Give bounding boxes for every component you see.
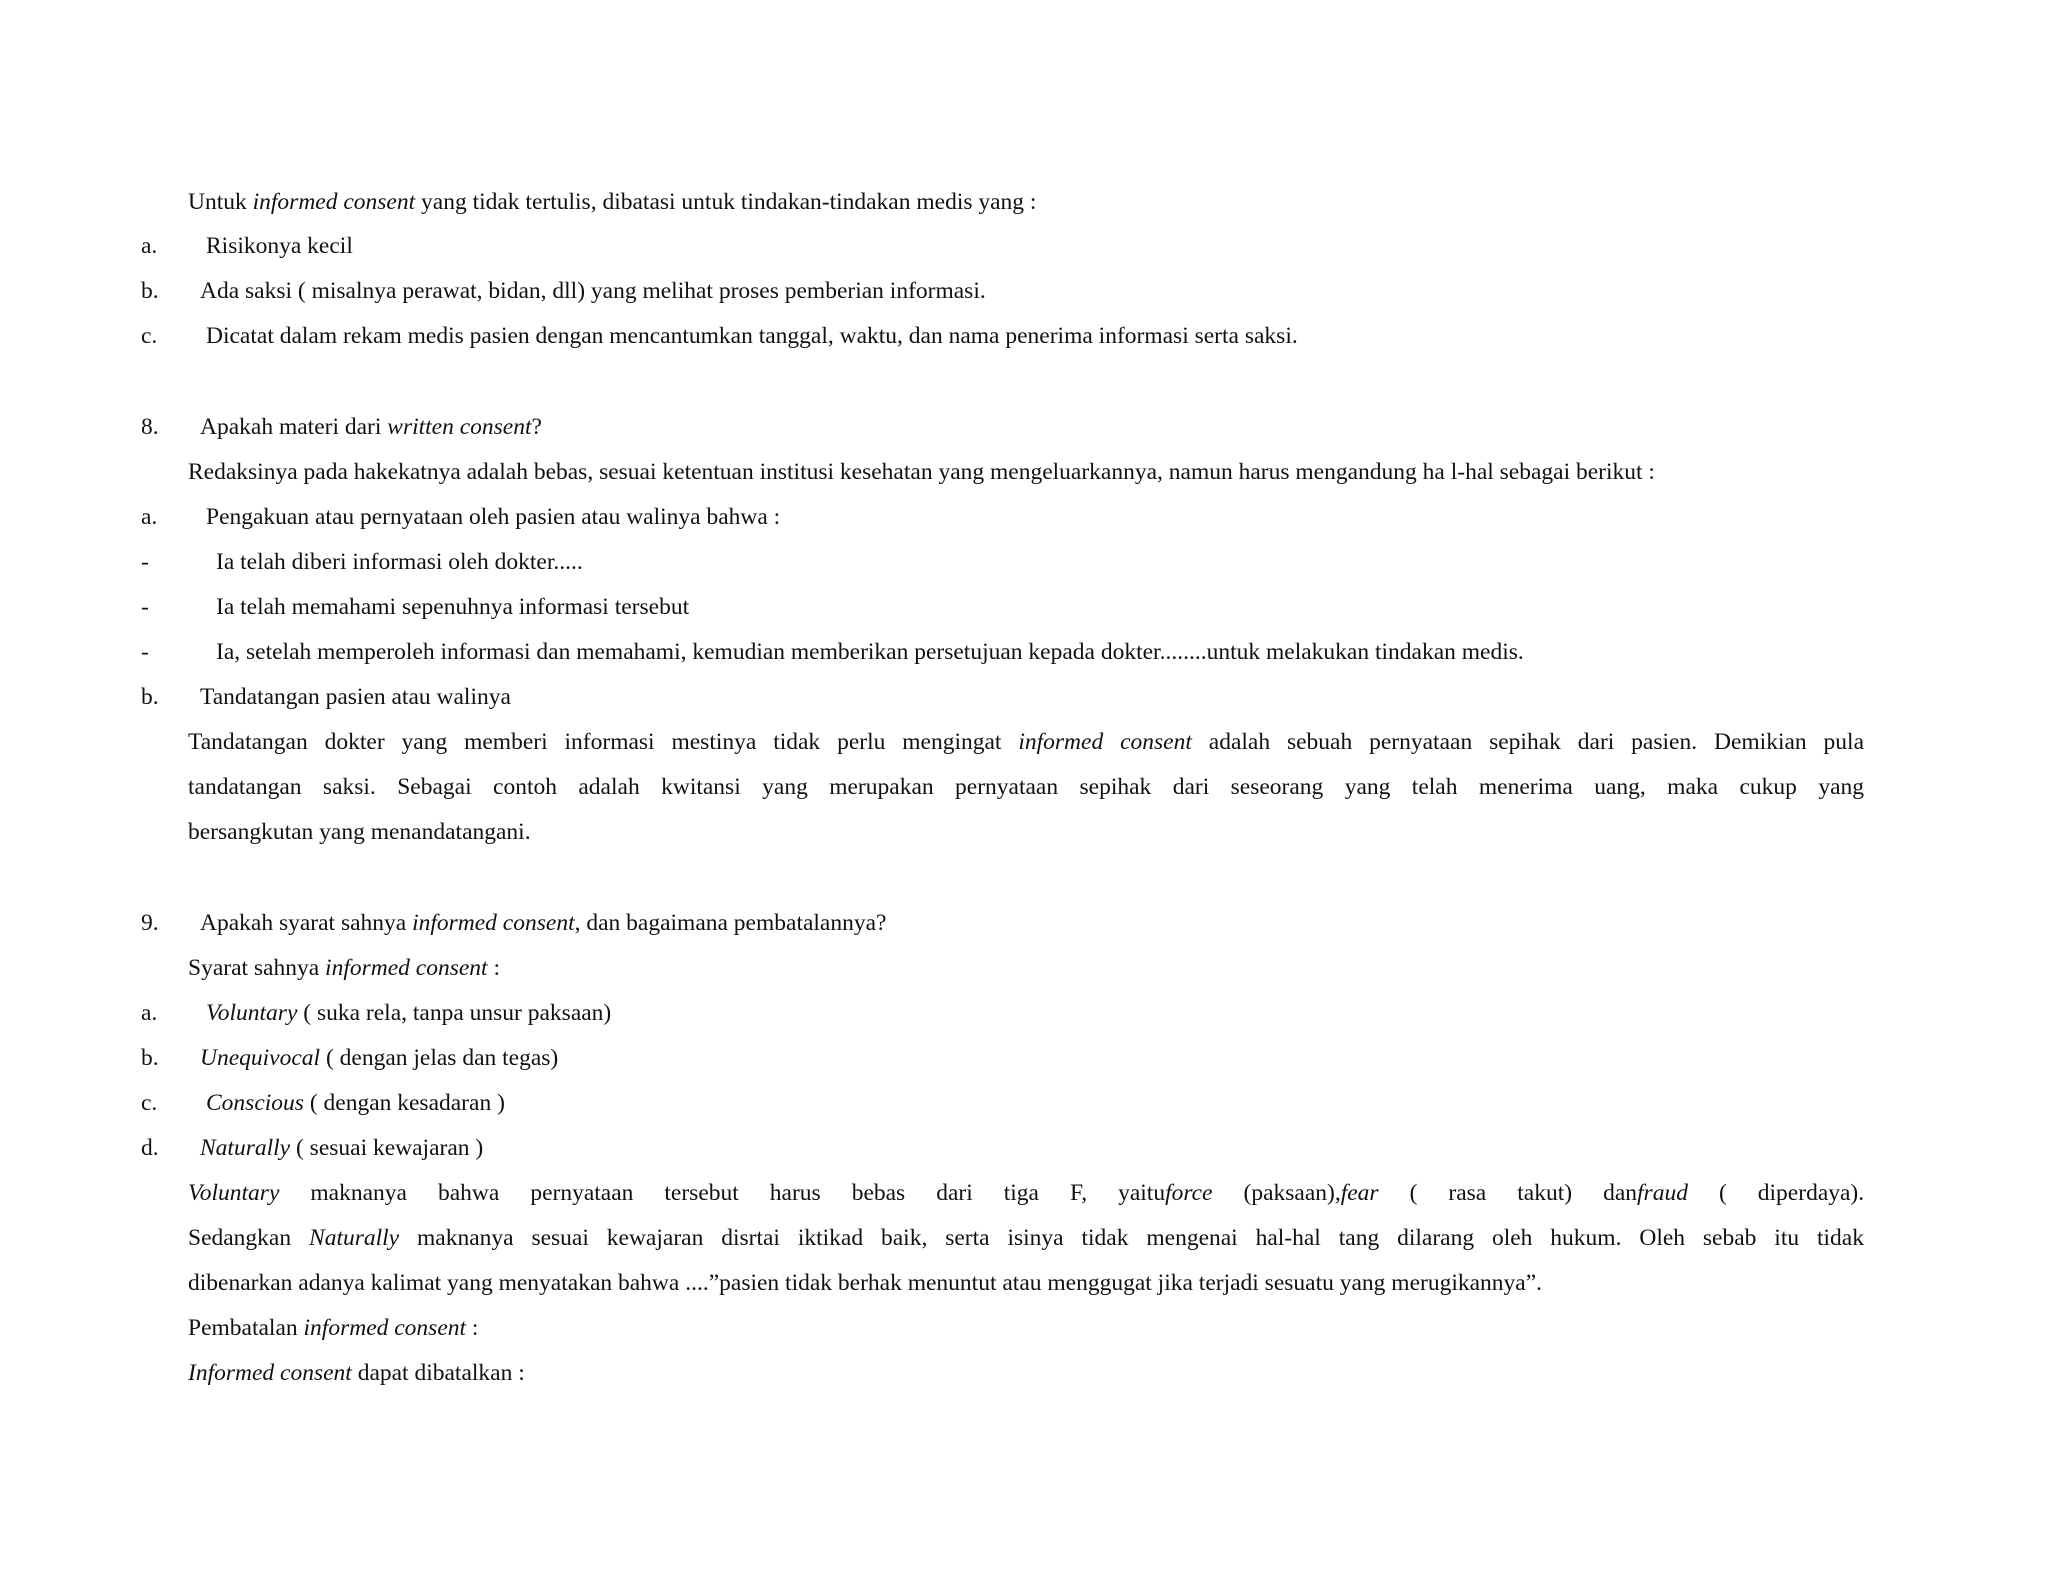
vol-paren: ( — [1409, 1180, 1418, 1206]
q9-item-b — [200, 1043, 558, 1073]
intro-pre: Untuk — [188, 189, 253, 215]
vol-yaitu: yaituforce — [1118, 1180, 1213, 1206]
nat-post: maknanya sesuai kewajaran disrtai iktikad baik, serta isinya tidak mengenai hal-hal tang dilarang oleh hukum. Oleh sebab itu tidak — [417, 1225, 1864, 1251]
dash-item-2: Ia telah memahami sepenuhnya informasi tersebut — [216, 594, 690, 620]
q9-post: , dan bagaimana pembatalannya? — [574, 910, 887, 936]
intro-term: informed consent — [252, 189, 416, 215]
q8-item-a: Pengakuan atau pernyataan oleh pasien atau walinya bahwa : — [206, 504, 781, 530]
vol-word: bebas — [851, 1180, 906, 1206]
vol-rasa: rasa — [1448, 1180, 1487, 1206]
nat-pre: Sedangkan — [188, 1225, 292, 1251]
vol-word: tersebut — [664, 1180, 739, 1206]
q8-para-post: adalah sebuah pernyataan sepihak dari pasien. Demikian pula — [1208, 729, 1864, 755]
question-9-number: 9. — [141, 910, 159, 936]
q8-post: ? — [531, 414, 542, 440]
pembatalan-term: informed consent — [303, 1315, 467, 1341]
q8-term: written consent — [387, 414, 532, 440]
list-marker-b: b. — [141, 278, 159, 304]
dash-marker-2: - — [141, 594, 149, 620]
list-item-b: Ada saksi ( misalnya perawat, bidan, dll) yang melihat proses pemberian informasi. — [200, 278, 986, 304]
pembatalan-line — [188, 1313, 478, 1343]
q8-paragraph-line-2: tandatangan saksi. Sebagai contoh adalah kwitansi yang merupakan pernyataan sepihak dari seseorang yang telah menerima uang, maka cukup yang — [188, 774, 1864, 800]
pembatalan-pre: Pembatalan — [188, 1315, 304, 1341]
q8-pre: Apakah materi dari — [200, 414, 388, 440]
q8-marker-a: a. — [141, 504, 158, 530]
dash-marker-1: - — [141, 549, 149, 575]
q9-item-d-text: ( sesuai kewajaran ) — [290, 1135, 484, 1161]
vol-word: harus — [769, 1180, 821, 1206]
vol-word: pernyataan — [530, 1180, 634, 1206]
q8-para-pre: Tandatangan dokter yang memberi informasi mestinya tidak perlu mengingat — [188, 729, 1002, 755]
vol-diperdaya: diperdaya). — [1757, 1180, 1865, 1206]
dash-item-3: Ia, setelah memperoleh informasi dan memahami, kemudian memberikan persetujuan kepada dokter........untuk melakukan tindakan medis. — [216, 639, 1524, 665]
vol-word: maknanya — [310, 1180, 407, 1206]
q9-item-a — [206, 998, 611, 1028]
q9-item-a-text: ( suka rela, tanpa unsur paksaan) — [297, 1000, 612, 1026]
vol-term: Voluntary — [188, 1180, 280, 1206]
dash-item-1: Ia telah diberi informasi oleh dokter..... — [216, 549, 583, 575]
q9-item-c — [206, 1088, 505, 1118]
vol-word: dari — [936, 1180, 973, 1206]
list-item-c: Dicatat dalam rekam medis pasien dengan mencantumkan tanggal, waktu, dan nama penerima informasi serta saksi. — [206, 323, 1298, 349]
vol-paren: ( — [1718, 1180, 1727, 1206]
vol-paksaan: (paksaan),fear — [1243, 1180, 1379, 1206]
dibenarkan-line: dibenarkan adanya kalimat yang menyatakan bahwa ....”pasien tidak berhak menuntut atau menggugat jika terjadi sesuatu yang merugikannya”. — [188, 1270, 1543, 1296]
nat-term: Naturally — [309, 1225, 400, 1251]
q9-item-b-term: Unequivocal — [200, 1045, 321, 1071]
q9-pre: Apakah syarat sahnya — [200, 910, 413, 936]
q8-item-b: Tandatangan pasien atau walinya — [200, 684, 511, 710]
q9-item-c-term: Conscious — [206, 1090, 304, 1116]
vol-takut: takut) — [1517, 1180, 1573, 1206]
q9-item-d — [200, 1133, 483, 1163]
syarat-term: informed consent — [325, 955, 488, 981]
q8-answer: Redaksinya pada hakekatnya adalah bebas, sesuai ketentuan institusi kesehatan yang mengeluarkannya, namun harus mengandung ha l-hal sebagai berikut : — [188, 459, 1655, 485]
vol-dan: danfraud — [1603, 1180, 1688, 1206]
q9-item-b-text: ( dengan jelas dan tegas) — [320, 1045, 559, 1071]
intro-post: yang tidak tertulis, dibatasi untuk tindakan-tindakan medis yang : — [415, 189, 1037, 215]
syarat-post: : — [487, 955, 500, 981]
q9-item-d-term: Naturally — [200, 1135, 291, 1161]
syarat-pre: Syarat sahnya — [188, 955, 326, 981]
dash-marker-3: - — [141, 639, 149, 665]
list-marker-a: a. — [141, 233, 158, 259]
q9-term: informed consent — [412, 910, 575, 936]
voluntary-line — [188, 1178, 1864, 1208]
question-9-heading — [200, 908, 886, 938]
q8-marker-b: b. — [141, 684, 159, 710]
question-8-number: 8. — [141, 414, 159, 440]
q9-marker-c: c. — [141, 1090, 158, 1116]
intro-paragraph — [188, 187, 1036, 217]
dibatalkan-term: Informed consent — [188, 1360, 352, 1386]
q9-marker-b: b. — [141, 1045, 159, 1071]
q9-marker-a: a. — [141, 1000, 158, 1026]
vol-force-term: force — [1165, 1180, 1213, 1206]
q9-item-a-term: Voluntary — [206, 1000, 298, 1026]
dibatalkan-post: dapat dibatalkan : — [351, 1360, 525, 1386]
pembatalan-post: : — [466, 1315, 479, 1341]
list-marker-c: c. — [141, 323, 158, 349]
naturally-line — [188, 1223, 1864, 1253]
vol-fear-term: fear — [1340, 1180, 1379, 1206]
q8-paragraph-line-1 — [188, 727, 1864, 757]
q8-paragraph-line-3: bersangkutan yang menandatangani. — [188, 819, 531, 845]
dibatalkan-line — [188, 1358, 525, 1388]
question-8-heading — [200, 412, 542, 442]
list-item-a: Risikonya kecil — [206, 233, 353, 259]
vol-fraud-term: fraud — [1637, 1180, 1688, 1206]
q8-para-term: informed consent — [1018, 729, 1192, 755]
vol-word: F, — [1070, 1180, 1088, 1206]
vol-word: tiga — [1003, 1180, 1039, 1206]
q9-item-c-text: ( dengan kesadaran ) — [303, 1090, 505, 1116]
q9-syarat — [188, 953, 500, 983]
q9-marker-d: d. — [141, 1135, 159, 1161]
vol-word: bahwa — [437, 1180, 500, 1206]
